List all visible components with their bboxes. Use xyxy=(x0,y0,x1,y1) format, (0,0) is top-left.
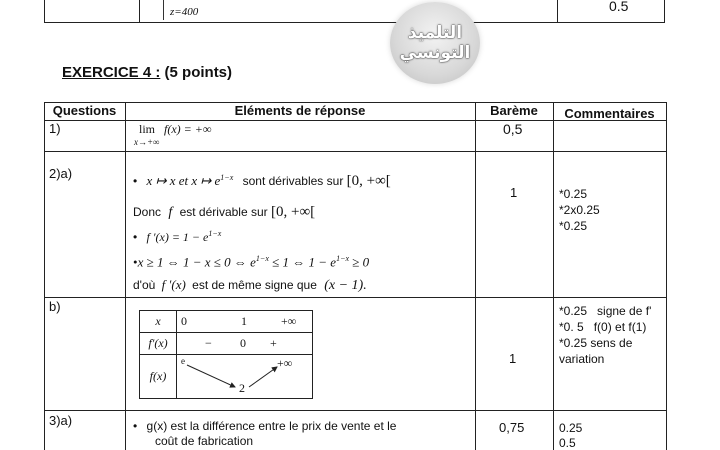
vt-arrow-up xyxy=(249,367,277,387)
vt-f-min: 2 xyxy=(239,381,245,395)
row2a-interval2: [0, +∞[ xyxy=(270,204,316,220)
bullet-small: • xyxy=(133,254,138,270)
row3a-comment-2: 0.5 xyxy=(559,436,576,450)
header-comments: Commentaires xyxy=(564,106,655,121)
row2a-exp4: 1−x xyxy=(336,254,350,263)
row2a-line5 xyxy=(133,277,367,294)
row1-question: 1) xyxy=(49,121,61,136)
row2a-equiv-a: x ≥ 1 ⇔ 1 − x ≤ 0 ⇔ e xyxy=(137,254,256,270)
vt-x-1: 1 xyxy=(241,314,247,328)
row2a-question: 2)a) xyxy=(49,166,73,181)
row2a-line1 xyxy=(133,173,391,190)
row2a-comment-1: *0.25 xyxy=(559,187,588,201)
vt-f-variation xyxy=(177,355,313,399)
exercise-title xyxy=(62,64,232,81)
row2a-functions: x ↦ x et x ↦ e xyxy=(146,173,221,188)
top-table-col-divider xyxy=(557,0,558,22)
row2b-score: 1 xyxy=(509,351,517,366)
prev-brace xyxy=(163,0,167,20)
row2a-line4 xyxy=(133,254,369,270)
row3a-question: 3)a) xyxy=(49,413,73,428)
row2a-derivable-text2: est dérivable sur xyxy=(179,205,268,219)
watermark-line2: التونسي xyxy=(399,43,471,63)
col-elements-divider xyxy=(475,102,476,450)
row1-expr: f(x) = +∞ xyxy=(164,122,212,136)
row2a-score: 1 xyxy=(510,185,518,200)
top-table-left-border xyxy=(44,0,45,22)
vt-arrow-down xyxy=(187,365,235,387)
row3a-text-1: g(x) est la différence entre le prix de vente et le xyxy=(146,419,397,433)
vt-x-inf: +∞ xyxy=(281,314,297,328)
top-table-col-divider xyxy=(139,0,140,22)
bullet xyxy=(133,419,143,433)
vt-f-top-right: +∞ xyxy=(277,356,293,370)
row2a-f: f xyxy=(168,205,173,220)
vt-fp-label: f′(x) xyxy=(140,333,177,355)
row3a-comment-1: 0.25 xyxy=(559,421,583,435)
row2a-line2 xyxy=(133,204,315,221)
variation-table xyxy=(139,310,313,399)
vt-f-label: f(x) xyxy=(140,355,177,399)
vt-fp-signs xyxy=(177,333,313,355)
bullet xyxy=(133,174,143,188)
vt-fp-zero: 0 xyxy=(240,336,246,350)
row2a-donc: Donc xyxy=(133,205,162,219)
top-table-bottom-border xyxy=(44,22,665,23)
exercise-points: (5 points) xyxy=(164,64,233,81)
row2a-dou: d'où xyxy=(133,278,156,292)
row2b-comment-4: variation xyxy=(559,352,605,366)
row3a-text-2: coût de fabrication xyxy=(155,434,254,448)
row2a-derivable-text: sont dérivables sur xyxy=(242,174,344,188)
table-right-border xyxy=(666,102,667,450)
row2a-line3 xyxy=(133,229,221,245)
exercise-title-label: EXERCICE 4 : xyxy=(62,64,161,81)
bullet xyxy=(133,230,143,244)
row2b-comment-2: *0. 5 f(0) et f(1) xyxy=(559,320,647,334)
row3a-text xyxy=(133,419,396,449)
prev-answer: z=400 xyxy=(170,6,199,18)
row2a-derivative: f ′(x) = 1 − e xyxy=(146,230,209,244)
row2a-exp1: 1−x xyxy=(220,173,234,182)
row2b-divider xyxy=(44,410,667,411)
row2b-question: b) xyxy=(49,299,61,314)
row1-divider xyxy=(44,151,667,152)
vt-arrows xyxy=(177,355,307,399)
row2a-x-minus-1: (x − 1). xyxy=(324,278,367,293)
row1-limit-under: x→+∞ xyxy=(134,137,160,147)
vt-f-top-left: e xyxy=(181,356,185,366)
row2a-same-sign: est de même signe que xyxy=(192,278,317,292)
watermark-logo xyxy=(390,2,480,84)
watermark-line1: التلميذ xyxy=(407,23,463,43)
col-bareme-divider xyxy=(553,102,554,450)
row2a-comment-3: *0.25 xyxy=(559,219,588,233)
col-questions-divider xyxy=(125,102,126,450)
row2a-equiv-b: ≤ 1 ⇔ 1 − e xyxy=(272,254,337,270)
row2b-comment-1: *0.25 signe de f' xyxy=(559,304,652,318)
prev-score: 0.5 xyxy=(609,0,629,14)
header-bareme: Barème xyxy=(490,103,538,118)
row2a-interval1: [0, +∞[ xyxy=(346,173,391,189)
vt-x-values xyxy=(177,311,313,333)
vt-x-0: 0 xyxy=(181,314,187,328)
table-left-border xyxy=(44,102,45,450)
row2a-fprime: f ′(x) xyxy=(161,277,186,292)
row2a-exp2: 1−x xyxy=(208,229,222,238)
vt-x-label: x xyxy=(140,311,177,333)
row1-score: 0,5 xyxy=(503,121,523,137)
row2a-equiv-c: ≥ 0 xyxy=(352,254,370,270)
row1-lim: lim xyxy=(139,122,156,136)
vt-fp-plus: + xyxy=(270,336,277,350)
row2a-comment-2: *2x0.25 xyxy=(559,203,600,217)
row3a-score: 0,75 xyxy=(499,420,525,435)
row2a-exp3: 1−x xyxy=(255,254,269,263)
vt-fp-minus: − xyxy=(205,336,212,350)
row2a-divider xyxy=(44,297,667,298)
header-elements: Eléments de réponse xyxy=(234,103,366,118)
top-table-right-border xyxy=(664,0,665,22)
row2b-comment-3: *0.25 sens de xyxy=(559,336,633,350)
header-questions: Questions xyxy=(52,103,117,118)
row1-limit xyxy=(139,122,211,137)
